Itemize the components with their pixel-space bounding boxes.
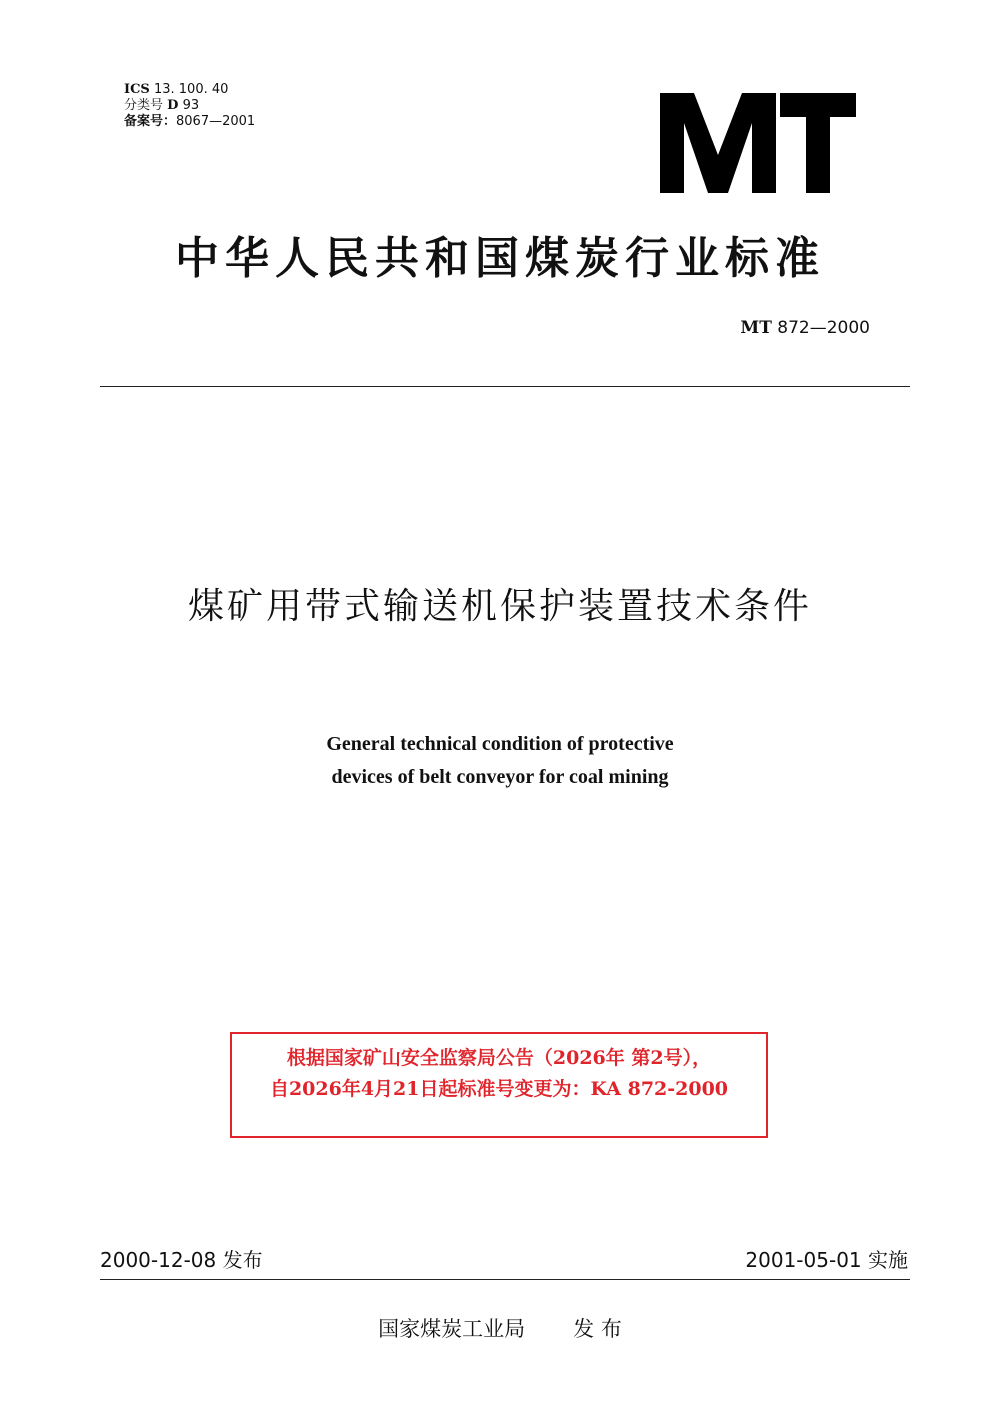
mt-logo — [660, 93, 856, 193]
notice-line2: 自2026年4月21日起标准号变更为：KA 872-2000 — [269, 1078, 729, 1100]
standard-number-prefix: MT — [740, 318, 772, 338]
standard-number-value: 872—2000 — [777, 318, 870, 338]
ics-label: ICS — [124, 82, 150, 97]
issue-date: 2000-12-08 发布 — [100, 1248, 263, 1272]
classification-row — [124, 98, 255, 114]
ics-value: 13. 100. 40 — [153, 82, 229, 97]
classification-code: D — [167, 98, 179, 113]
publisher-name: 国家煤炭工业局 — [378, 1317, 526, 1341]
renumbering-notice — [230, 1032, 768, 1138]
record-label: 备案号： — [124, 114, 177, 129]
document-title-en — [0, 728, 1000, 794]
classification-value: 93 — [182, 98, 200, 113]
standard-number — [740, 318, 870, 338]
effective-date: 2001-05-01 实施 — [745, 1248, 908, 1272]
document-title-en-line2: devices of belt conveyor for coal mining — [331, 766, 669, 788]
standard-category-title: 中华人民共和国煤炭行业标准 — [175, 233, 825, 284]
record-row — [124, 114, 255, 130]
document-title-en-line1: General technical condition of protective — [326, 733, 674, 755]
notice-line1: 根据国家矿山安全监察局公告（2026年 第2号）， — [286, 1047, 712, 1069]
publisher-line — [0, 1313, 1000, 1343]
classification-label: 分类号 — [124, 98, 164, 113]
standard-metadata — [124, 82, 255, 130]
record-value: 8067—2001 — [176, 114, 256, 129]
publisher-action: 发 布 — [573, 1317, 622, 1341]
ics-row — [124, 82, 255, 98]
bottom-divider — [100, 1279, 910, 1280]
document-title-cn: 煤矿用带式输送机保护装置技术条件 — [187, 586, 812, 627]
top-divider — [100, 386, 910, 387]
